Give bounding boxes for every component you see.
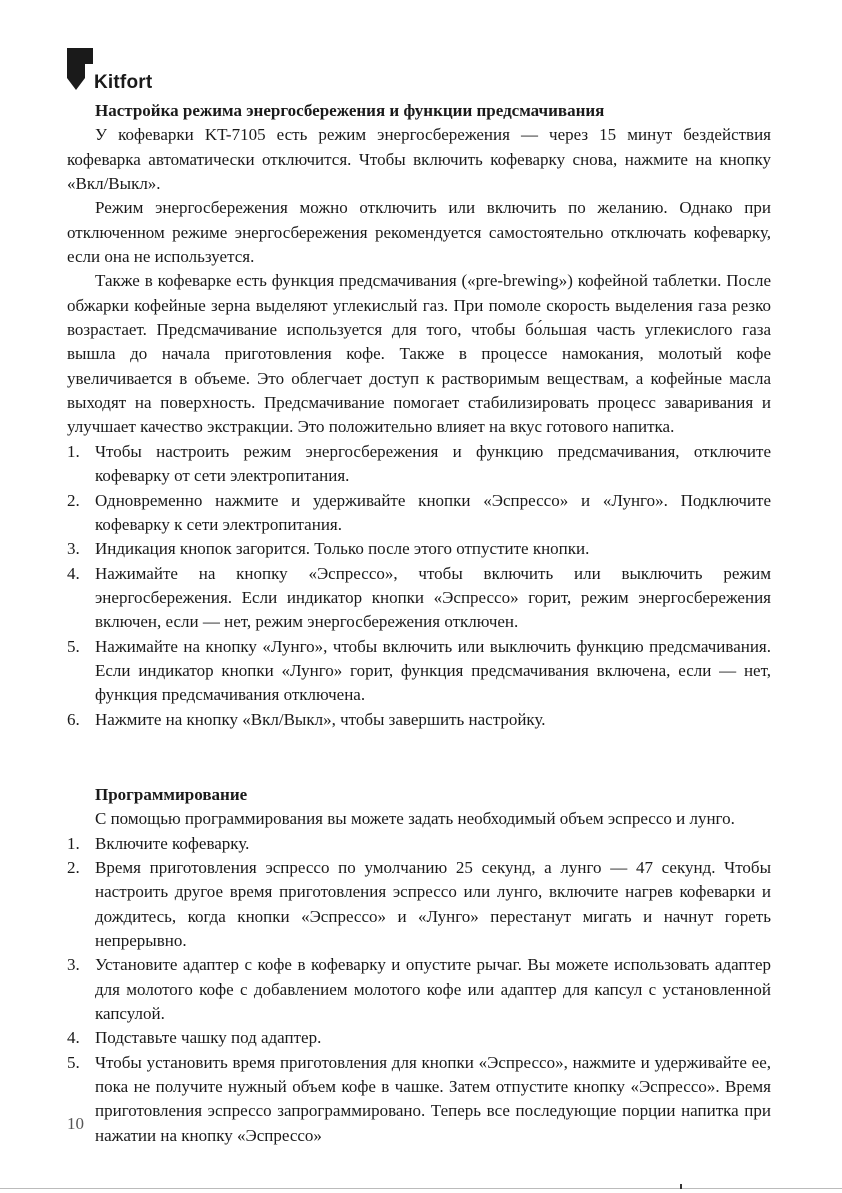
step-text: Установите адаптер с кофе в кофеварку и опустите рычаг. Вы можете использовать адаптер для молотого кофе с добавлением молотого кофе или адаптер для капсул с установленной капсулой. [95, 955, 771, 1024]
step-text: Нажимайте на кнопку «Лунго», чтобы включить или выключить функцию предсмачивания. Если индикатор кнопки «Лунго» горит, функция предсмачивания включена, если — нет, функция предсмачивания отключена. [95, 636, 771, 705]
brand-name: Kitfort [94, 72, 153, 93]
step-number: 1. [67, 441, 80, 461]
step-number: 6. [67, 709, 80, 729]
step-text: Чтобы настроить режим энергосбережения и функцию предсмачивания, отключите кофеварку от сети электропитания. [95, 441, 771, 486]
list-item [67, 440, 771, 489]
step-number: 5. [67, 636, 80, 656]
paragraph: У кофеварки KT-7105 есть режим энергосбережения — через 15 минут бездействия кофеварка автоматически отключится. Чтобы включить кофеварку снова, нажмите на кнопку «Вкл/Выкл». [67, 125, 771, 194]
paragraph: Режим энергосбережения можно отключить или включить по желанию. Однако при отключенном режиме энергосбережения рекомендуется самостоятельно отключать кофеварку, если она не используется. [67, 198, 771, 267]
section-spacer [67, 732, 771, 783]
list-item [67, 635, 771, 708]
step-text: Индикация кнопок загорится. Только после этого отпустите кнопки. [95, 539, 590, 559]
page-edge-divider [0, 1188, 842, 1189]
list-item [67, 856, 771, 953]
kitfort-logo-icon [67, 48, 97, 94]
step-text: Время приготовления эспрессо по умолчанию 25 секунд, а лунго — 47 секунд. Чтобы настроить другое время приготовления эспрессо или лунго, включите нагрев кофеварки и дождитесь, когда кнопки «Эспрессо» и «Лунго» перестанут мигать и начнут гореть непрерывно. [95, 857, 771, 950]
steps-list [67, 440, 771, 732]
step-number: 3. [67, 539, 80, 559]
step-number: 2. [67, 857, 80, 877]
list-item [67, 1051, 771, 1148]
step-text: Включите кофеварку. [95, 833, 250, 853]
page-number: 10 [67, 1114, 84, 1133]
step-number: 3. [67, 955, 80, 975]
list-item [67, 708, 771, 732]
list-item [67, 562, 771, 635]
crop-mark [680, 1184, 682, 1189]
list-item [67, 1026, 771, 1050]
list-item [67, 953, 771, 1026]
list-item [67, 832, 771, 856]
step-text: Нажмите на кнопку «Вкл/Выкл», чтобы завершить настройку. [95, 709, 546, 729]
list-item [67, 489, 771, 538]
document-body [67, 99, 771, 1148]
steps-list [67, 832, 771, 1148]
step-text: Чтобы установить время приготовления для кнопки «Эспрессо», нажмите и удерживайте ее, пока не получите нужный объем кофе в чашке. Затем отпустите кнопку «Эспрессо». Время приготовления эспрессо запрограммировано. Теперь все последующие порции напитка при нажатии на кнопку «Эспрессо» [95, 1052, 771, 1145]
paragraph: С помощью программирования вы можете задать необходимый объем эспрессо и лунго. [95, 809, 735, 829]
section-title: Программирование [95, 784, 248, 804]
list-item [67, 537, 771, 561]
step-number: 4. [67, 563, 80, 583]
paragraph: Также в кофеварке есть функция предсмачивания («pre-brewing») кофейной таблетки. После обжарки кофейные зерна выделяют углекислый газ. При помоле скорость выделения газа резко возрастает. Предсмачивание используется для того, чтобы бо́льшая часть углекислого газа вышла до начала приготовления кофе. Также в процессе намокания, молотый кофе увеличивается в объеме. Это облегчает доступ к растворимым веществам, а кофейные масла выходят на поверхность. Предсмачивание помогает стабилизировать процесс заваривания и улучшает качество экстракции. Это положительно влияет на вкус готового напитка. [67, 271, 771, 437]
step-text: Одновременно нажмите и удерживайте кнопки «Эспрессо» и «Лунго». Подключите кофеварку к сети электропитания. [95, 490, 771, 534]
step-number: 1. [67, 833, 80, 853]
section-title: Настройка режима энергосбережения и функции предсмачивания [95, 101, 605, 120]
step-number: 2. [67, 490, 80, 510]
step-text: Нажимайте на кнопку «Эспрессо», чтобы включить или выключить режим энергосбережения. Если индикатор кнопки «Эспрессо» горит, режим энергосбережения включен, если — нет, режим энергосбережения отключен. [95, 563, 771, 632]
step-number: 5. [67, 1052, 80, 1072]
step-text: Подставьте чашку под адаптер. [95, 1028, 322, 1048]
step-number: 4. [67, 1028, 80, 1048]
